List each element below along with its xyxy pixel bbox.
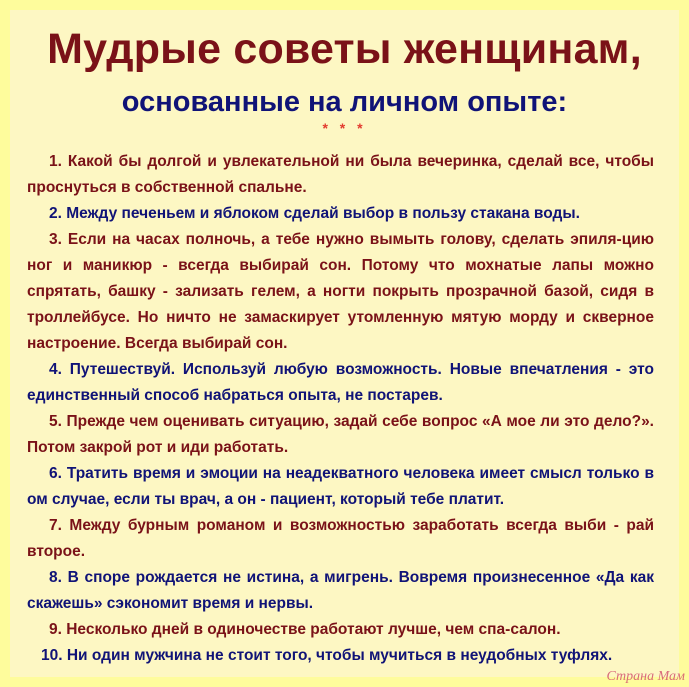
- page-title: Мудрые советы женщинам,: [47, 25, 642, 73]
- tips-list: [27, 149, 654, 669]
- tip-item-9: 9. Несколько дней в одиночестве работают лучше, чем спа-салон.: [49, 621, 561, 638]
- tip-item-3: 3. Если на часах полночь, а тебе нужно вымыть голову, сделать эпиля-цию ног и маникюр - всегда выбирай сон. Потому что мохнатые лапы можно спрятать, башку - зализать гелем, а ногти покрыть прозрачной базой, сидя в троллейбусе. Но ничто не замаскирует утомленную мятую морду и скверное настроение. Всегда выбирай сон.: [27, 231, 654, 352]
- tip-item-10: 10. Ни один мужчина не стоит того, чтобы мучиться в неудобных туфлях.: [41, 647, 613, 664]
- tip-item-1: 1. Какой бы долгой и увлекательной ни была вечеринка, сделай все, чтобы проснуться в собственной спальне.: [27, 153, 654, 196]
- separator-stars: * * *: [322, 120, 367, 136]
- tip-item-4: 4. Путешествуй. Используй любую возможность. Новые впечатления - это единственный способ набраться опыта, не постарев.: [27, 361, 654, 404]
- tip-item-8: 8. В споре рождается не истина, а мигрень. Вовремя произнесенное «Да как скажешь» сэкономит время и нервы.: [27, 569, 654, 612]
- tip-item-5: 5. Прежде чем оценивать ситуацию, задай себе вопрос «А мое ли это дело?». Потом закрой рот и иди работать.: [27, 413, 654, 456]
- advice-card: [10, 10, 679, 677]
- site-watermark: Страна Мам: [606, 669, 685, 684]
- tip-item-7: 7. Между бурным романом и возможностью заработать всегда выби - рай второе.: [27, 517, 654, 560]
- tip-item-2: 2. Между печеньем и яблоком сделай выбор в пользу стакана воды.: [49, 205, 580, 222]
- tip-item-6: 6. Тратить время и эмоции на неадекватного человека имеет смысл только в ом случае, если ты врач, а он - пациент, который тебе платит.: [27, 465, 654, 508]
- page-subtitle: основанные на личном опыте:: [121, 86, 568, 118]
